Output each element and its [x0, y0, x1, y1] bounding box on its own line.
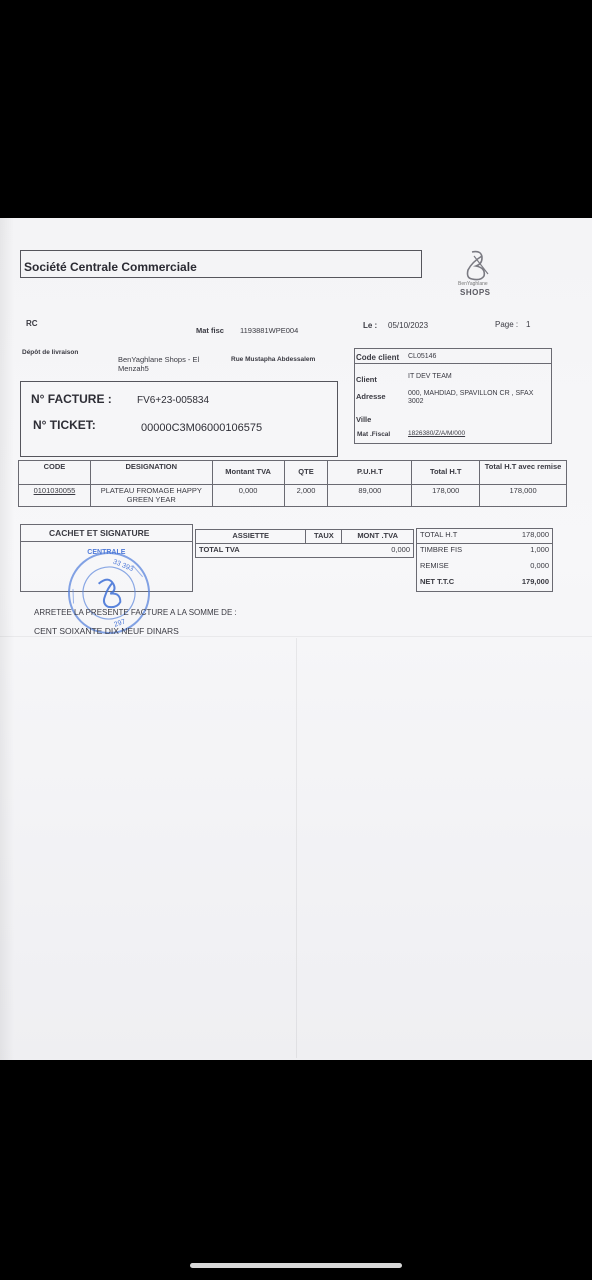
company-title-box [20, 250, 422, 278]
total-ht-value: 178,000 [497, 529, 553, 544]
page-value: 1 [526, 320, 531, 329]
remise-label: REMISE [417, 560, 497, 576]
tva-total-empty [306, 544, 342, 558]
mat-fiscal-label: Mat .Fiscal [357, 431, 391, 438]
client-code-divider [355, 363, 551, 364]
client-box [354, 348, 552, 444]
total-ht-label: TOTAL H.T [417, 529, 497, 544]
date-value: 05/10/2023 [388, 321, 429, 330]
timbre-value: 1,000 [497, 544, 553, 560]
brand-logo-icon [448, 248, 518, 282]
col-code: CODE [19, 461, 91, 485]
item-montant-tva: 0,000 [212, 485, 284, 507]
remise-value: 0,000 [497, 560, 553, 576]
totals-row-remise [417, 560, 553, 576]
amount-in-words: CENT SOIXANTE DIX NEUF DINARS [34, 626, 179, 636]
mat-fiscal-value: 1826380/Z/A/M/000 [408, 430, 466, 437]
col-assiette: ASSIETTE [196, 530, 306, 544]
stamp-text-mid: 33 393 [111, 558, 135, 574]
item-designation: PLATEAU FROMAGE HAPPY GREEN YEAR [90, 485, 212, 507]
col-designation: DESIGNATION [90, 461, 212, 485]
ville-label: Ville [356, 415, 372, 424]
item-puht: 89,000 [328, 485, 412, 507]
company-name: Société Centrale Commerciale [24, 260, 197, 274]
paper-fold-vertical [296, 638, 297, 1058]
client-code-value: CL05146 [408, 353, 437, 360]
facture-value: FV6+23-005834 [137, 395, 210, 406]
logo-brand-text: SHOPS [460, 288, 491, 297]
col-total-ht-remise: Total H.T avec remise [480, 461, 567, 485]
depot-address: Rue Mustapha Abdessalem [231, 356, 316, 363]
totals-row-timbre [417, 544, 553, 560]
mat-fisc-value: 1193881WPE004 [240, 326, 299, 335]
item-code: 0101030055 [19, 485, 91, 507]
home-indicator[interactable] [190, 1263, 402, 1268]
net-ttc-label: NET T.T.C [417, 576, 497, 592]
brand-logo [448, 248, 518, 298]
item-qte: 2,000 [284, 485, 328, 507]
invoice-number-box [20, 381, 338, 457]
adresse-label: Adresse [356, 392, 386, 401]
client-label: Client [356, 375, 377, 384]
facture-label: N° FACTURE : [31, 392, 112, 406]
item-total-ht-remise: 178,000 [480, 485, 567, 507]
paper-shadow [0, 218, 14, 1060]
timbre-label: TIMBRE FIS [417, 544, 497, 560]
col-taux: TAUX [306, 530, 342, 544]
net-ttc-value: 179,000 [497, 576, 553, 592]
date-label: Le : [363, 321, 378, 330]
tva-total-row [196, 544, 414, 558]
ticket-label: N° TICKET: [33, 418, 96, 432]
client-value: IT DEV TEAM [408, 373, 452, 380]
depot-label: Dépôt de livraison [22, 349, 79, 356]
totals-table [416, 528, 553, 592]
tva-header-row [196, 530, 414, 544]
table-row [19, 485, 567, 507]
tva-total-label: TOTAL TVA [196, 544, 306, 558]
col-total-ht: Total H.T [412, 461, 480, 485]
col-mont-tva: MONT .TVA [342, 530, 414, 544]
depot-value: BenYaghlane Shops - El Menzah5 [118, 355, 200, 373]
col-qte: QTE [284, 461, 328, 485]
items-header-row [19, 461, 567, 485]
stamp-text-top: CENTRALE [87, 548, 126, 556]
logo-brand-small: BenYaghlane [458, 281, 488, 287]
items-table [18, 460, 567, 507]
adresse-value: 000, MAHDIAD, SPAVILLON CR , SFAX 3002 [408, 390, 534, 405]
cachet-title: CACHET ET SIGNATURE [49, 528, 150, 538]
invoice-document [0, 218, 592, 1060]
col-puht: P.U.H.T [328, 461, 412, 485]
tva-table [195, 529, 414, 558]
page-label: Page : [495, 320, 519, 329]
stamp-text-bottom: 297 [113, 618, 127, 629]
item-total-ht: 178,000 [412, 485, 480, 507]
cachet-divider [21, 541, 192, 542]
arretee-text: ARRETEE LA PRESENTE FACTURE A LA SOMME DE : [34, 608, 237, 617]
tva-total-value: 0,000 [342, 544, 414, 558]
totals-row-ht [417, 529, 553, 544]
col-montant-tva: Montant TVA [212, 461, 284, 485]
totals-row-net [417, 576, 553, 592]
client-code-label: Code client [356, 353, 400, 362]
ticket-value: 00000C3M06000106575 [141, 422, 263, 434]
rc-label: RC [26, 319, 38, 328]
mat-fisc-label: Mat fisc [196, 326, 224, 335]
